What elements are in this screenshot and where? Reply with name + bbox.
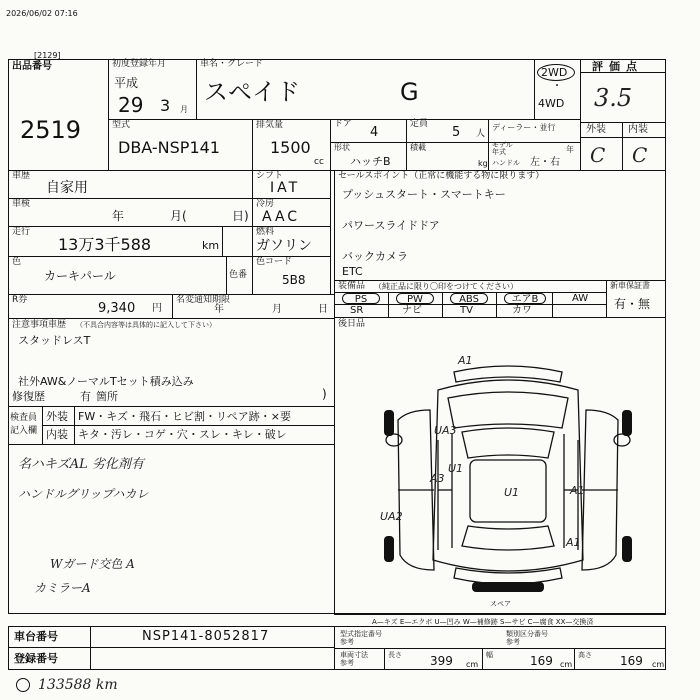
inspection-label: 車検 xyxy=(12,199,31,209)
lot-number: 2519 xyxy=(20,116,82,144)
capacity-value: 5 xyxy=(452,125,461,140)
note-2: 社外AW&ノーマルTセット積み込み xyxy=(18,375,194,388)
recycle-unit: 円 xyxy=(152,303,162,314)
capacity-label: 定員 xyxy=(410,119,429,129)
damage-legend: A—キズ E—エクボ U—凹み W—補修跡 S—サビ C—腐食 XX—交換済 xyxy=(372,618,594,626)
history-label: 車歴 xyxy=(12,171,31,181)
chassis-number: NSP141-8052817 xyxy=(142,629,270,644)
inspection-year: 年 xyxy=(112,209,125,223)
model-value: DBA-NSP141 xyxy=(118,138,220,157)
selling-point-1: プッシュスタート・スマートキー xyxy=(342,188,506,201)
history-value: 自家用 xyxy=(46,180,88,196)
damage-label-1: A1 xyxy=(458,354,473,367)
inspection-month: 月( xyxy=(170,209,187,223)
warranty-label: 新車保証書 xyxy=(610,281,650,290)
width-unit: cm xyxy=(560,660,573,669)
width-value: 169 xyxy=(530,654,553,668)
damage-label-6: A1 xyxy=(570,484,585,497)
damage-label-8: A1 xyxy=(566,536,581,549)
displacement-unit: cc xyxy=(314,157,324,167)
first-reg-label: 初度登録年月 xyxy=(112,59,167,69)
length-unit: cm xyxy=(466,660,479,669)
notes-bracket: ) xyxy=(322,387,327,401)
type-designation-label: 型式指定番号 参考 xyxy=(340,630,382,646)
exterior-grade: C xyxy=(590,143,606,167)
inspector-ext-head: 外装 xyxy=(46,410,68,423)
interior-grade: C xyxy=(632,143,648,167)
displacement-label: 排気量 xyxy=(256,120,284,130)
drive-2wd: 2WD xyxy=(541,66,568,79)
car-name: スペイド xyxy=(204,78,300,106)
shift-value: IAT xyxy=(270,180,301,196)
color-code-label: 色コード xyxy=(256,257,293,267)
rear-seat-label: 後日品 xyxy=(338,319,366,329)
inspector-label: 検査員 記入欄 xyxy=(10,413,38,436)
length-value: 399 xyxy=(430,654,453,668)
handle-value: 左・右 xyxy=(530,157,560,168)
mileage-value: 13万3千588 xyxy=(58,235,152,254)
equip-abs: ABS xyxy=(450,293,488,304)
timestamp: 2026/06/02 07:16 xyxy=(6,9,78,18)
handwritten-1: 名ハキズAL 劣化剤有 xyxy=(18,457,144,472)
selling-point-4: ETC xyxy=(342,265,363,278)
repair-value: 有 xyxy=(80,390,91,403)
interior-label: 内装 xyxy=(628,124,648,135)
doors-label: ドア xyxy=(334,119,352,129)
ac-value: AAC xyxy=(262,209,301,225)
equipment-note: （純正品に限り〇印をつけてください） xyxy=(374,282,518,291)
fuel-value: ガソリン xyxy=(256,238,312,254)
equip-aw: AW xyxy=(572,293,589,304)
footer-circle-mark xyxy=(16,678,30,692)
color-code: 5B8 xyxy=(282,273,306,287)
equip-airbag: エアB xyxy=(504,293,546,304)
first-reg-year: 29 xyxy=(118,93,144,117)
color-no-label: 色番 xyxy=(229,270,248,280)
damage-label-4: U1 xyxy=(448,462,464,475)
ac-label: 冷房 xyxy=(256,199,275,209)
handle-label: ハンドル xyxy=(492,159,520,167)
car-grade: G xyxy=(400,78,419,106)
chassis-label: 車台番号 xyxy=(14,630,58,643)
handwritten-4: カミラーA xyxy=(34,581,91,595)
drive-dot: ・ xyxy=(552,81,562,92)
tax-notice-label: 名変通知期限 xyxy=(176,295,231,305)
form-number: [2129] xyxy=(34,51,61,60)
displacement-value: 1500 xyxy=(270,138,311,157)
first-reg-month-unit: 月 xyxy=(180,105,188,114)
shape-label: 形状 xyxy=(334,143,350,152)
rating-label: 評価点 xyxy=(592,60,643,73)
damage-label-7: UA2 xyxy=(380,510,403,523)
doors-value: 4 xyxy=(370,125,379,140)
repair-unit: 箇所 xyxy=(96,390,118,403)
inspection-day: 日) xyxy=(232,209,249,223)
shape-value: ハッチB xyxy=(350,155,391,168)
capacity-unit: 人 xyxy=(476,129,486,139)
equip-leather: カワ xyxy=(512,305,532,316)
category-label: 類別区分番号 参考 xyxy=(506,630,548,646)
inspector-int-head: 内装 xyxy=(46,428,68,441)
fuel-label: 燃料 xyxy=(256,227,275,237)
recycle-value: 9,340 xyxy=(98,301,136,316)
equip-pw: PW xyxy=(396,293,434,304)
car-diagram xyxy=(378,350,638,610)
selling-points-label: セールスポイント（正常に機能する物に限ります） xyxy=(338,171,545,181)
equip-ps: PS xyxy=(342,293,380,304)
drive-4wd: 4WD xyxy=(538,97,565,110)
color-label: 色 xyxy=(12,257,22,267)
width-label: 幅 xyxy=(486,651,493,659)
equip-tv: TV xyxy=(460,305,473,316)
first-reg-era: 平成 xyxy=(114,76,139,90)
recycle-label: R券 xyxy=(12,295,28,305)
damage-label-5: U1 xyxy=(504,486,520,499)
footer-mileage: 133588 km xyxy=(38,677,118,693)
warranty-value: 有・無 xyxy=(614,297,651,311)
equip-navi: ナビ xyxy=(402,305,422,316)
dealer-label: ディーラー・並行 xyxy=(492,123,556,132)
lot-label: 出品番号 xyxy=(12,61,52,72)
equip-sr: SR xyxy=(350,305,364,316)
mileage-label: 走行 xyxy=(12,227,31,237)
tax-notice-day: 日 xyxy=(318,304,328,315)
height-label: 高さ xyxy=(578,651,592,659)
exterior-label: 外装 xyxy=(586,124,606,135)
model-year-unit: 年 xyxy=(566,145,574,154)
load-label: 積載 xyxy=(410,143,426,152)
notes-label: 注意事項車歴 xyxy=(12,320,67,330)
dimensions-label: 車両寸法 参考 xyxy=(340,651,368,667)
car-name-label: 車名・グレード xyxy=(200,59,264,69)
height-value: 169 xyxy=(620,654,643,668)
registration-label: 登録番号 xyxy=(14,652,58,665)
color-value: カーキパール xyxy=(44,269,116,283)
damage-label-3: A3 xyxy=(430,472,445,485)
handwritten-2: ハンドルグリップハカレ xyxy=(18,487,149,501)
length-label: 長さ xyxy=(388,651,402,659)
damage-label-2: UA3 xyxy=(434,424,457,437)
equipment-label: 装備品 xyxy=(338,281,366,291)
note-1: スタッドレスT xyxy=(18,334,91,347)
spare-label: スペア xyxy=(490,600,511,608)
selling-point-3: バックカメラ xyxy=(342,250,408,263)
inspector-int-items: キタ・汚レ・コゲ・穴・スレ・キレ・破レ xyxy=(78,428,287,441)
handwritten-3: Wガード交色 A xyxy=(50,557,135,571)
repair-label: 修復歴 xyxy=(12,390,45,403)
load-unit: kg xyxy=(478,159,488,168)
shift-label: シフト xyxy=(256,171,284,181)
inspector-ext-items: FW・キズ・飛石・ヒビ割・リペア跡・×要 xyxy=(78,410,291,423)
notes-sublabel: （不具合内容等は具体的に記入して下さい） xyxy=(76,321,216,329)
height-unit: cm xyxy=(652,660,665,669)
model-year-label: モデル 年式 xyxy=(492,141,513,156)
first-reg-month: 3 xyxy=(160,96,171,115)
mileage-unit: km xyxy=(202,239,220,252)
model-label: 型式 xyxy=(112,120,131,130)
selling-point-2: パワースライドドア xyxy=(342,219,440,232)
rating-value: 3.5 xyxy=(594,84,633,112)
tax-notice-month: 月 xyxy=(272,304,282,315)
tax-notice-year: 年 xyxy=(214,304,224,315)
